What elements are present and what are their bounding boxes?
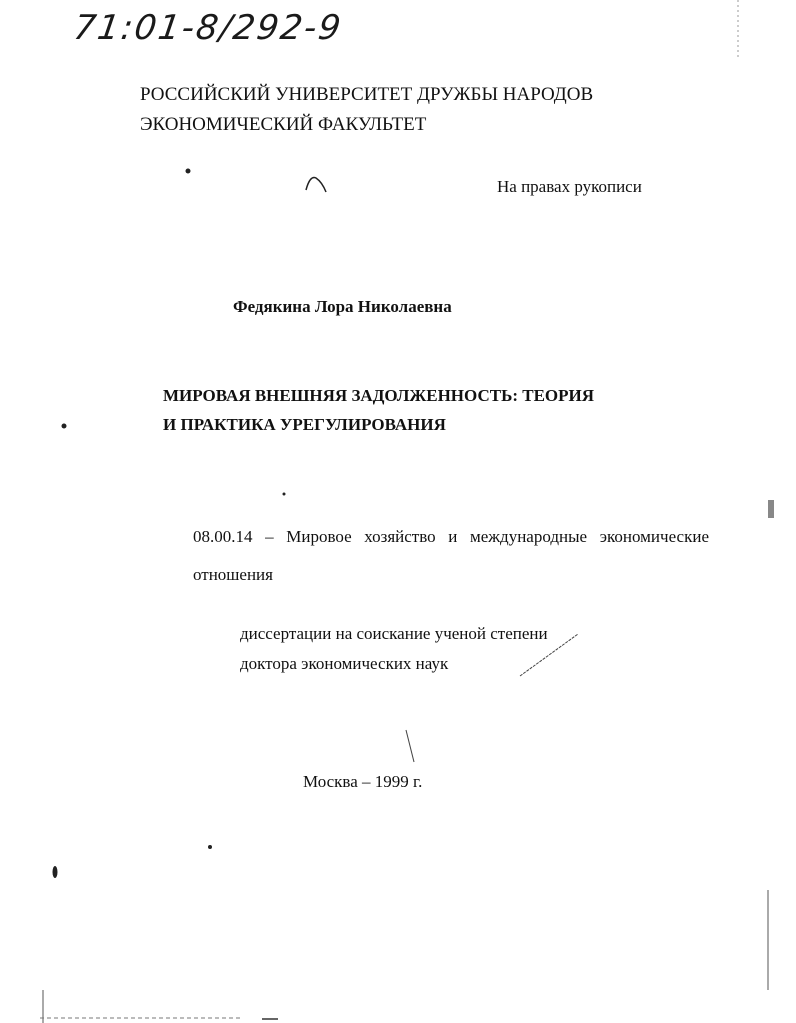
pen-stroke — [406, 730, 414, 762]
specialty-word: международные — [470, 530, 588, 546]
pen-mark — [306, 178, 326, 193]
faculty-name: ЭКОНОМИЧЕСКИЙ ФАКУЛЬТЕТ — [140, 114, 427, 135]
specialty-word: Мировое — [286, 530, 352, 546]
specialty-dash: – — [265, 530, 274, 546]
degree-line-1: диссертации на соискание ученой степени — [240, 624, 548, 643]
pen-stroke — [520, 634, 578, 676]
speck — [62, 424, 67, 429]
speck — [53, 866, 58, 878]
specialty-word: хозяйство — [364, 530, 436, 546]
dissertation-title-line-2: И ПРАКТИКА УРЕГУЛИРОВАНИЯ — [163, 415, 446, 434]
scan-noise — [768, 500, 774, 518]
specialty-code: 08.00.14 — [193, 530, 253, 546]
speck — [186, 169, 191, 174]
specialty-line-2: отношения — [193, 565, 273, 584]
rights-note: На правах рукописи — [497, 177, 642, 196]
specialty-word: и — [448, 530, 458, 546]
place-and-year: Москва – 1999 г. — [303, 772, 423, 791]
speck — [283, 493, 286, 496]
author-name: Федякина Лора Николаевна — [233, 297, 452, 316]
specialty-word: экономические — [599, 530, 709, 546]
handwritten-archive-number: 71:01-8/292-9 — [71, 8, 345, 48]
speck — [208, 845, 212, 849]
degree-line-2: доктора экономических наук — [240, 654, 449, 673]
university-name: РОССИЙСКИЙ УНИВЕРСИТЕТ ДРУЖБЫ НАРОДОВ — [140, 84, 594, 105]
dissertation-title-line-1: МИРОВАЯ ВНЕШНЯЯ ЗАДОЛЖЕННОСТЬ: ТЕОРИЯ — [163, 386, 595, 405]
